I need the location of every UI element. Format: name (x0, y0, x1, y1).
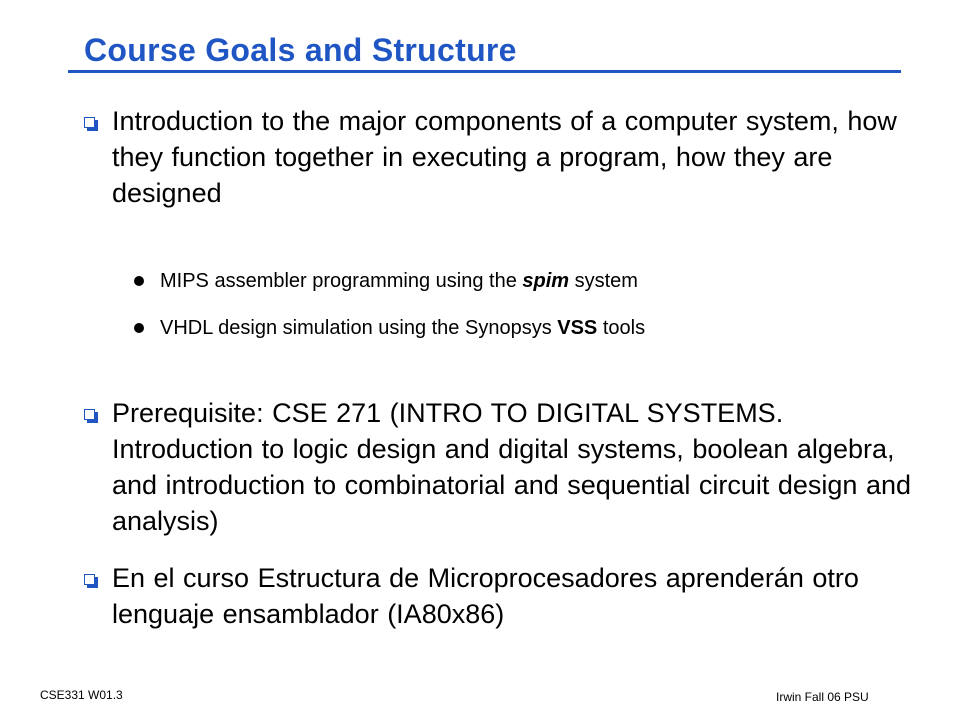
bullet-item (84, 103, 908, 213)
sub-bullet-text-post: system (569, 270, 638, 292)
sub-bullet-text (160, 269, 638, 293)
sub-bullet-text (160, 316, 645, 340)
footer-credit: Irwin Fall 06 PSU (776, 690, 869, 704)
sub-bullet-item (134, 316, 834, 344)
bullet-text: En el curso Estructura de Microprocesadores aprenderán otro lenguaje ensamblador (IA80x86) (112, 563, 859, 629)
sub-bullet-text-pre: MIPS assembler programming using the (160, 270, 523, 292)
sub-bullet-text-pre: VHDL design simulation using the Synopsys (160, 317, 558, 339)
bullet-item (84, 560, 908, 636)
sub-bullet-emphasis: spim (522, 270, 570, 292)
square-bullet-icon (84, 117, 95, 128)
square-bullet-icon (84, 409, 95, 420)
round-bullet-icon (134, 323, 144, 333)
sub-bullet-item (134, 269, 834, 297)
footer-course-id: CSE331 W01.3 (40, 688, 123, 702)
round-bullet-icon (134, 276, 144, 286)
bullet-text: Prerequisite: CSE 271 (INTRO TO DIGITAL SYSTEMS. Introduction to logic design and digital systems, boolean algebra, and introduction to combinatorial and sequential circuit design and analysis) (112, 398, 912, 536)
bullet-item (84, 395, 912, 545)
slide-title: Course Goals and Structure (84, 32, 517, 68)
title-underline (68, 70, 901, 73)
sub-bullet-text-post: tools (597, 317, 646, 339)
square-bullet-icon (84, 574, 95, 585)
sub-bullet-emphasis: VSS (557, 317, 598, 339)
bullet-text: Introduction to the major components of a computer system, how they function together in executing a program, how they are designed (112, 106, 897, 208)
